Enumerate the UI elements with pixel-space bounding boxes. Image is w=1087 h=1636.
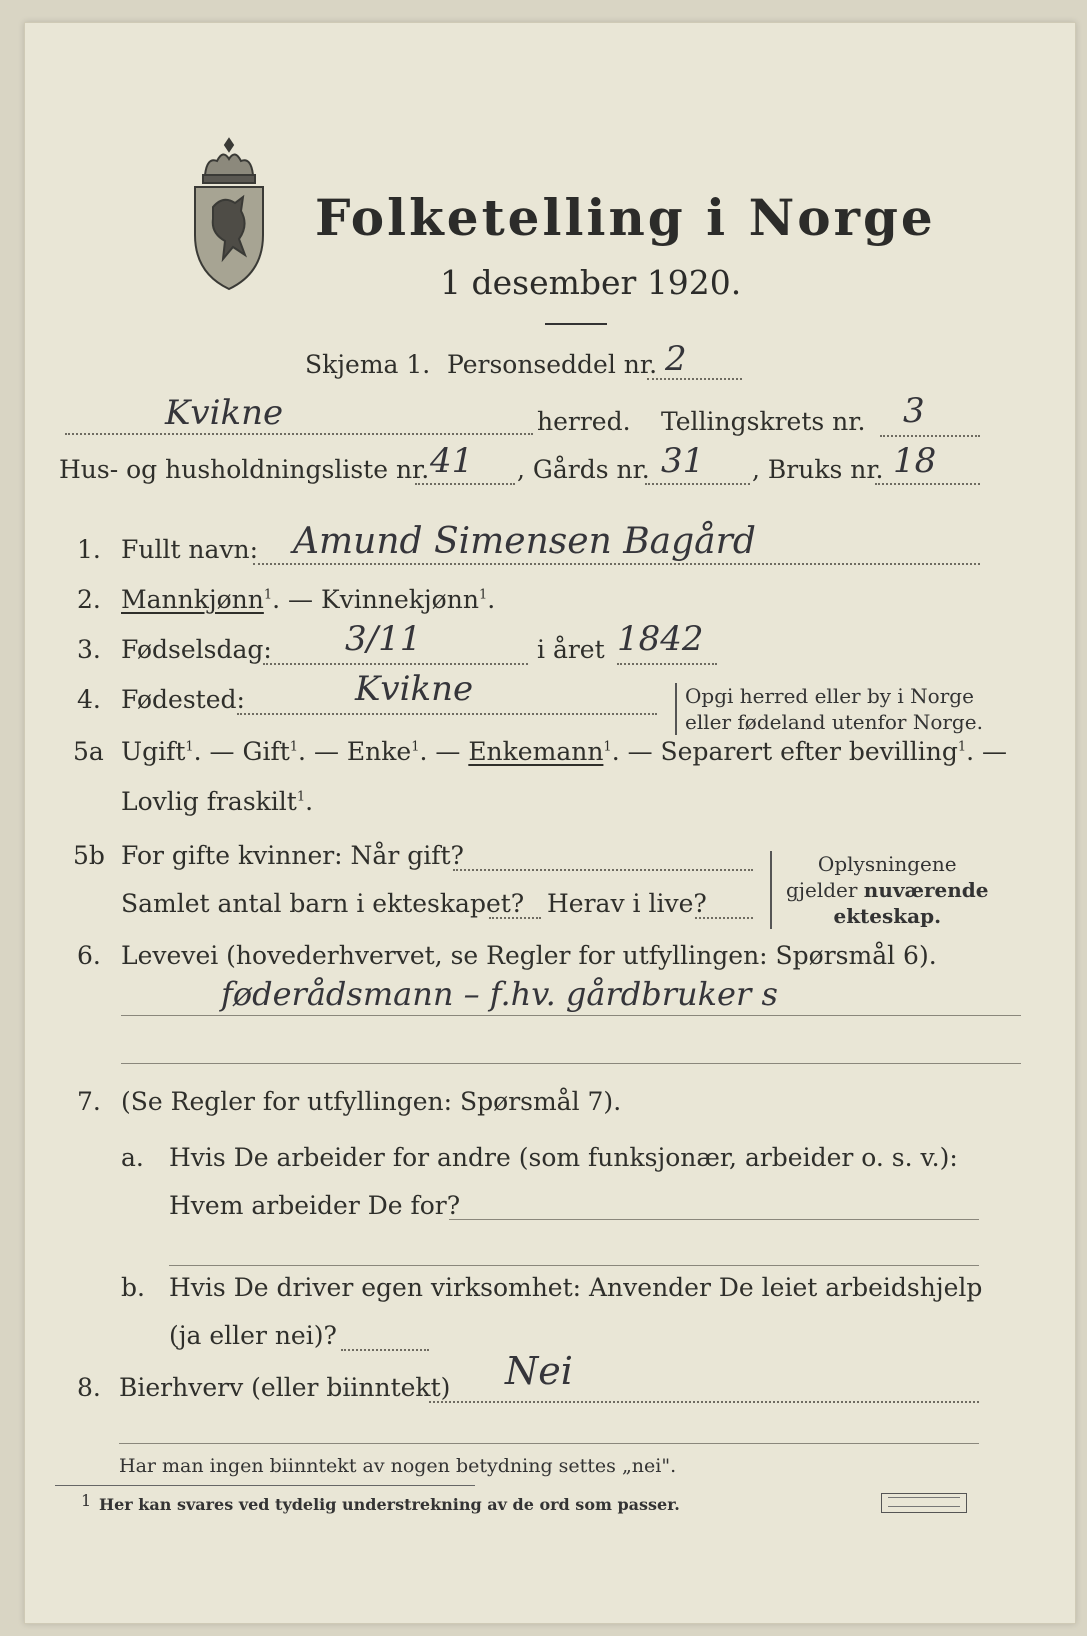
footnote-mark: 1	[81, 1491, 92, 1510]
q8-number: 8.	[77, 1373, 101, 1402]
q4-number: 4.	[77, 685, 101, 714]
marital-enkemann[interactable]: Enkemann	[468, 737, 604, 766]
personseddel-label: Personseddel nr.	[447, 350, 658, 379]
marital-status-options: Ugift$^1$. — Gift$^1$. — Enke$^1$. — Enkemann$^1$. — Separert efter bevilling$^1$. —	[121, 737, 1008, 766]
children-label: Samlet antal barn i ekteskapet?	[121, 889, 525, 918]
gards-label: , Gårds nr.	[517, 455, 650, 484]
footnote-text: Her kan svares ved tydelig understrekning av de ord som passer.	[99, 1495, 680, 1514]
q7-label: (Se Regler for utfyllingen: Spørsmål 7).	[121, 1087, 622, 1116]
q8-label: Bierhverv (eller biinntekt)	[119, 1373, 451, 1402]
q7a-label: Hvis De arbeider for andre (som funksjonær, arbeider o. s. v.):	[169, 1143, 958, 1172]
q5b-label: For gifte kvinner: Når gift?	[121, 841, 464, 870]
q7b-label: Hvis De driver egen virksomhet: Anvender De leiet arbeidshjelp	[169, 1273, 983, 1302]
birthplace-value[interactable]: Kvikne	[355, 669, 474, 709]
marriage-note: Oplysningene gjelder nuværende ekteskap.	[770, 851, 989, 929]
gards-value[interactable]: 31	[661, 441, 705, 481]
coat-of-arms-icon	[183, 135, 275, 295]
q1-label: Fullt navn:	[121, 535, 259, 564]
marital-fraskilt: Lovlig fraskilt$^1$.	[121, 787, 314, 816]
q7a-letter: a.	[121, 1143, 144, 1172]
q6-label: Levevei (hovederhvervet, se Regler for utfyllingen: Spørsmål 6).	[121, 941, 937, 970]
side-income-value[interactable]: Nei	[505, 1349, 573, 1393]
gender-female[interactable]: Kvinnekjønn	[320, 585, 479, 614]
q7a-sub: Hvem arbeider De for?	[169, 1191, 461, 1220]
title-divider	[545, 323, 607, 325]
year-label: i året	[537, 635, 605, 664]
gender-male[interactable]: Mannkjønn	[121, 585, 264, 614]
hus-label: Hus- og husholdningsliste nr.	[59, 455, 430, 484]
tellingskrets-value[interactable]: 3	[903, 391, 925, 431]
full-name-value[interactable]: Amund Simensen Bagård	[293, 521, 756, 562]
birthplace-note: Opgi herred eller by i Norge eller fødeland utenfor Norge.	[675, 683, 983, 735]
q7b-letter: b.	[121, 1273, 145, 1302]
herred-value[interactable]: Kvikne	[165, 393, 284, 433]
census-form	[24, 22, 1076, 1624]
q7b-sub: (ja eller nei)?	[169, 1321, 337, 1350]
gender-options: Mannkjønn$^1$. — Kvinnekjønn$^1$.	[121, 585, 496, 614]
bruks-value[interactable]: 18	[893, 441, 937, 481]
form-title: Folketelling i Norge	[315, 188, 936, 247]
q1-number: 1.	[77, 535, 101, 564]
q4-label: Fødested:	[121, 685, 245, 714]
skjema-label: Skjema 1.	[305, 350, 431, 379]
occupation-value[interactable]: føderådsmann – f.hv. gårdbruker s	[221, 975, 778, 1013]
q5b-number: 5b	[73, 841, 105, 870]
q3-label: Fødselsdag:	[121, 635, 272, 664]
personseddel-value[interactable]: 2	[665, 339, 687, 379]
q6-number: 6.	[77, 941, 101, 970]
q7-number: 7.	[77, 1087, 101, 1116]
printer-stamp-icon	[881, 1493, 967, 1513]
q5a-number: 5a	[73, 737, 104, 766]
q2-number: 2.	[77, 585, 101, 614]
census-date: 1 desember 1920.	[440, 263, 742, 302]
bruks-label: , Bruks nr.	[752, 455, 884, 484]
q3-number: 3.	[77, 635, 101, 664]
birth-date-value[interactable]: 3/11	[345, 619, 422, 659]
footer-note: Har man ingen biinntekt av nogen betydning settes „nei".	[119, 1455, 677, 1477]
herred-label: herred.	[537, 407, 631, 436]
hus-value[interactable]: 41	[430, 441, 474, 481]
tellingskrets-label: Tellingskrets nr.	[661, 407, 866, 436]
alive-label: Herav i live?	[547, 889, 707, 918]
birth-year-value[interactable]: 1842	[617, 619, 704, 659]
